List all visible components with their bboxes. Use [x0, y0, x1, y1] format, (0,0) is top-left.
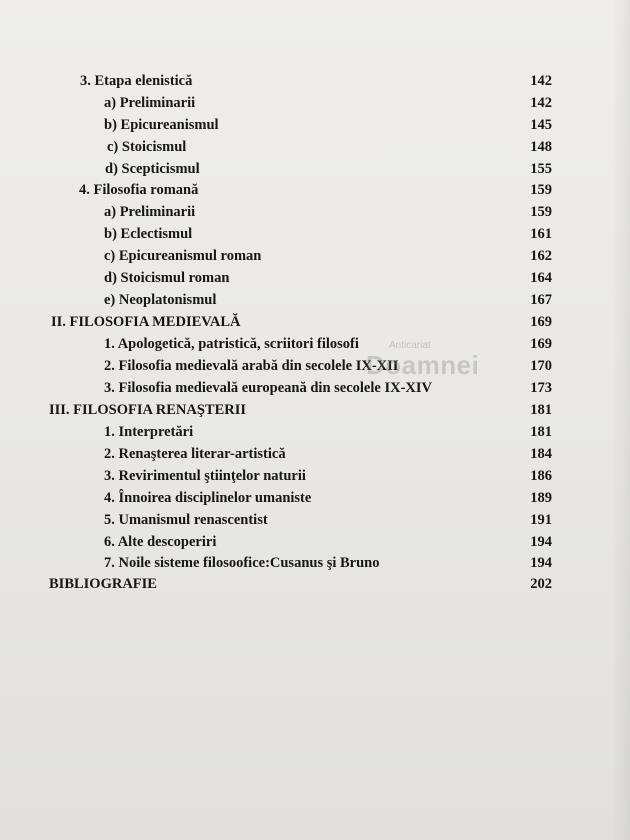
toc-page: 169 — [530, 336, 552, 352]
toc-entry-part-2 — [51, 312, 552, 332]
toc-page: 169 — [530, 314, 552, 330]
toc-page: 167 — [530, 292, 552, 308]
toc-label: 7. Noile sisteme filosoofice:Cusanus şi Bruno — [104, 555, 380, 571]
toc-entry-3-3 — [104, 466, 552, 486]
watermark-logo: Doamnei — [366, 350, 480, 380]
toc-entry-3 — [80, 71, 552, 91]
toc-entry-4 — [79, 180, 552, 200]
toc-entry-3-4 — [104, 488, 552, 508]
toc-page: 173 — [530, 380, 552, 396]
toc-label: BIBLIOGRAFIE — [49, 576, 157, 592]
toc-entry-3d — [105, 159, 552, 179]
toc-label: c) Epicureanismul roman — [104, 248, 262, 264]
toc-label: 2. Renaşterea literar-artistică — [104, 446, 286, 462]
toc-entry-3-2 — [104, 444, 552, 464]
toc-page: 186 — [530, 468, 552, 484]
toc-entry-3a — [104, 93, 552, 113]
toc-page: 164 — [530, 270, 552, 286]
toc-label: d) Scepticismul — [105, 161, 200, 177]
toc-label: 2. Filosofia medievală arabă din secolele IX-XII — [104, 358, 399, 374]
toc-label: 5. Umanismul renascentist — [104, 512, 268, 528]
toc-page: 170 — [530, 358, 552, 374]
toc-entry-4a — [104, 202, 552, 222]
toc-label: 4. Înnoirea disciplinelor umaniste — [104, 490, 312, 506]
toc-page: 161 — [530, 226, 552, 242]
toc-label: 4. Filosofia romană — [79, 182, 199, 198]
toc-label: 1. Interpretări — [104, 424, 194, 440]
toc-page: 194 — [530, 534, 552, 550]
toc-page: 194 — [530, 555, 552, 571]
toc-label: III. FILOSOFIA RENAŞTERII — [49, 402, 247, 418]
toc-entry-2-3 — [104, 378, 552, 398]
toc-entry-3-5 — [104, 510, 552, 530]
toc-label: e) Neoplatonismul — [104, 292, 217, 308]
toc-entry-4d — [104, 268, 552, 288]
toc-label: c) Stoicismul — [107, 139, 187, 155]
toc-entry-bibliography — [49, 574, 552, 594]
toc-page: 184 — [530, 446, 552, 462]
toc-label: 1. Apologetică, patristică, scriitori filosofi — [104, 336, 359, 352]
toc-label: a) Preliminarii — [104, 95, 196, 111]
toc-label: 3. Revirimentul ştiinţelor naturii — [104, 468, 306, 484]
toc-page: 181 — [530, 402, 552, 418]
toc-label: b) Epicureanismul — [104, 117, 219, 133]
toc-page: 148 — [530, 139, 552, 155]
toc-page: 155 — [530, 161, 552, 177]
toc-entry-3-1 — [104, 422, 552, 442]
toc-label: d) Stoicismul roman — [104, 270, 230, 286]
watermark-caption: Anticariat — [389, 340, 431, 351]
toc-label: 3. Etapa elenistică — [80, 73, 193, 89]
toc-entry-3b — [104, 115, 552, 135]
toc-label: 6. Alte descoperiri — [104, 534, 217, 550]
toc-entry-2-2 — [104, 356, 552, 376]
toc-label: b) Eclectismul — [104, 226, 193, 242]
toc-entry-3c — [107, 137, 552, 157]
toc-entry-4e — [104, 290, 552, 310]
toc-page: 181 — [530, 424, 552, 440]
toc-page: 189 — [530, 490, 552, 506]
toc-page: 202 — [530, 576, 552, 592]
toc-entry-2-1 — [104, 334, 552, 354]
toc-entry-part-3 — [49, 400, 552, 420]
toc-entry-3-6 — [104, 532, 552, 552]
toc-page: 191 — [530, 512, 552, 528]
toc-label: 3. Filosofia medievală europeană din secolele IX-XIV — [104, 380, 432, 396]
toc-label: II. FILOSOFIA MEDIEVALĂ — [51, 314, 241, 330]
toc-page: 159 — [530, 204, 552, 220]
toc-entry-4b — [104, 224, 552, 244]
toc-entry-4c — [104, 246, 552, 266]
toc-page: 162 — [530, 248, 552, 264]
toc-page: 159 — [530, 182, 552, 198]
toc-page: 145 — [530, 117, 552, 133]
toc-page: 142 — [530, 95, 552, 111]
toc-page: 142 — [530, 73, 552, 89]
toc-entry-3-7 — [104, 553, 552, 573]
toc-label: a) Preliminarii — [104, 204, 196, 220]
